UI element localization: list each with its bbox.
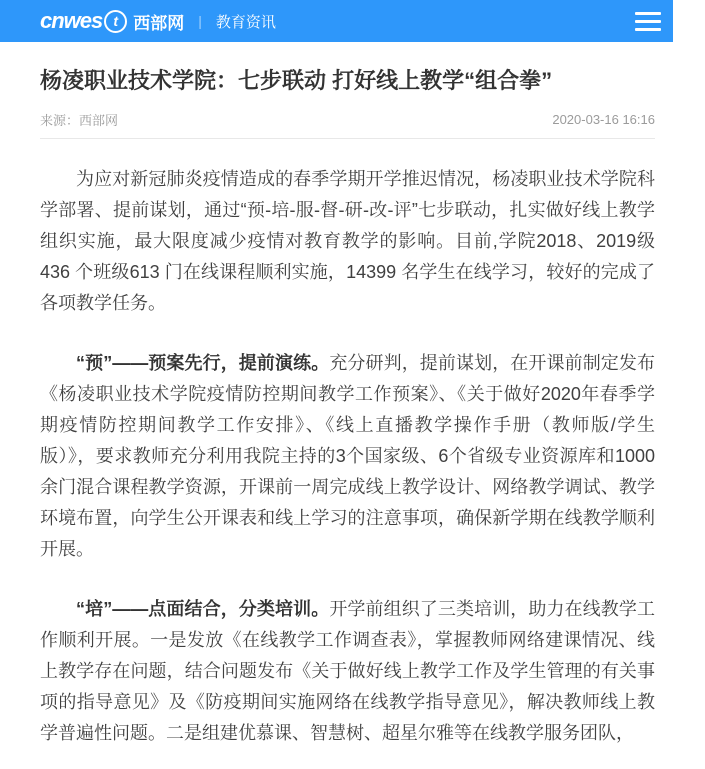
paragraph-1-text: 为应对新冠肺炎疫情造成的春季学期开学推迟情况，杨凌职业技术学院科学部署、提前谋划，通过“预-培-服-督-研-改-评”七步联动，扎实做好线上教学组织实施，最大限度减少疫情对教育教学的影响。目前,学院2018、2019级436 个班级613 门在线课程顺利实施，14399 名学生在线学习，较好的完成了各项教学任务。 [40,169,655,313]
logo-cnwest-text [40,8,127,34]
site-header [0,0,673,42]
header-separator: | [198,13,202,29]
article-source[interactable]: 来源：西部网 [40,113,119,128]
logo-circle-icon: t [104,10,127,33]
paragraph-3-lead: “培”——点面结合，分类培训。 [76,599,330,619]
article-content [40,164,655,749]
article-datetime: 2020-03-16 16:16 [552,112,655,127]
logo-cnwest-main: cnwes [40,8,103,33]
menu-button[interactable] [635,8,661,35]
hamburger-icon [635,28,661,31]
hamburger-icon [635,20,661,23]
paragraph-2-text: 充分研判，提前谋划，在开课前制定发布《杨凌职业技术学院疫情防控期间教学工作预案》、《关于做好2020年春季学期疫情防控期间教学工作安排》、《线上直播教学操作手册（教师版/学生版）》，要求教师充分利用我院主持的3个国家级、6个省级专业资源库和1000余门混合课程教学资源，开课前一周完成线上教学设计、网络教学调试、教学环境布置，向学生公开课表和线上学习的注意事项，确保新学期在线教学顺利开展。 [40,353,656,559]
paragraph-2-lead: “预”——预案先行，提前演练。 [76,353,330,373]
channel-link-education[interactable]: 教育资讯 [215,13,276,31]
meta-divider [40,138,655,139]
site-logo[interactable] [40,8,184,34]
article-paragraph-1 [40,164,655,319]
hamburger-icon [635,12,661,15]
article-title: 杨凌职业技术学院：七步联动 打好线上教学“组合拳” [40,68,553,93]
article-paragraph-2 [40,348,655,565]
logo-sitename: 西部网 [133,13,185,33]
article-paragraph-3 [40,594,655,749]
article [0,42,673,769]
article-meta [40,110,655,129]
paragraph-3-text: 开学前组织了三类培训，助力在线教学工作顺利开展。一是发放《在线教学工作调查表》，掌握教师网络建课情况、线上教学存在问题，结合问题发布《关于做好线上教学工作及学生管理的有关事项的指导意见》及《防疫期间实施网络在线教学指导意见》，解决教师线上教学普遍性问题。二是组建优慕课、智慧树、超星尔雅等在线教学服务团队， [40,599,656,743]
